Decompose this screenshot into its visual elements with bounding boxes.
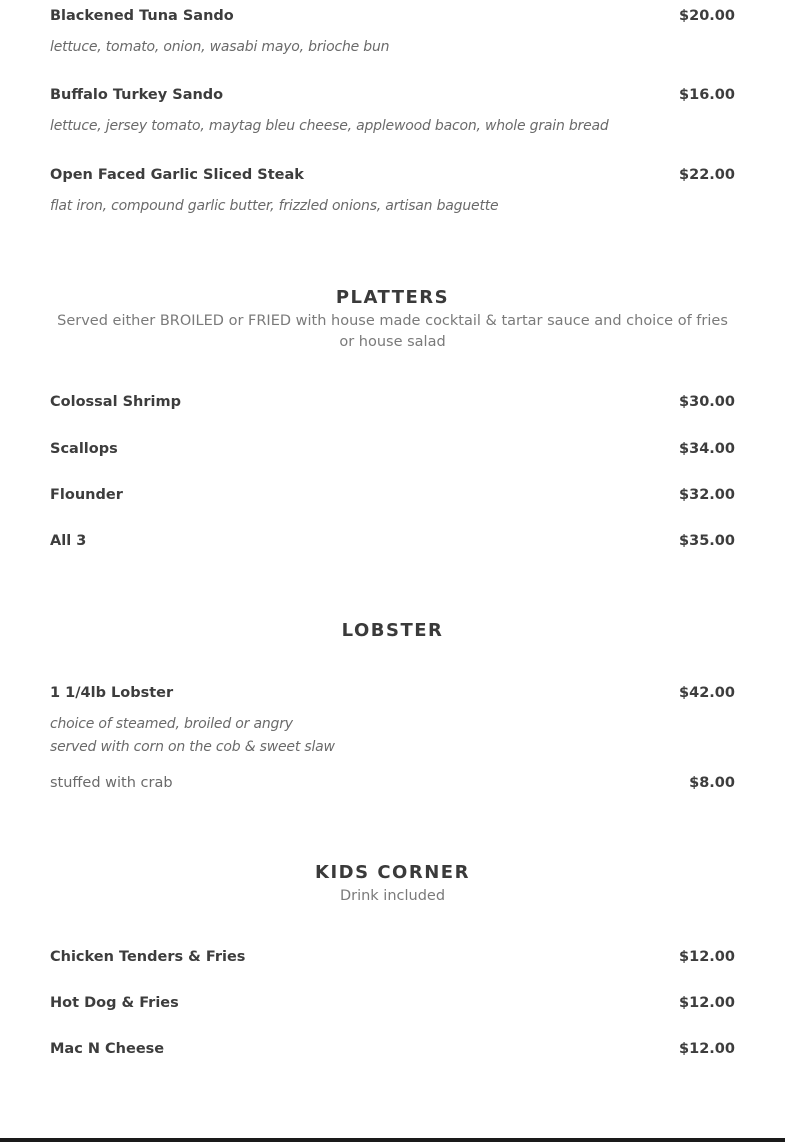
menu-item-description: served with corn on the cob & sweet slaw: [50, 739, 335, 755]
menu-item-description: choice of steamed, broiled or angry: [50, 716, 293, 732]
menu-item-price: $12.00: [679, 949, 735, 965]
menu-item-description: lettuce, tomato, onion, wasabi mayo, brioche bun: [50, 39, 390, 55]
menu-item-price: $12.00: [679, 1041, 735, 1057]
menu-item-description: lettuce, jersey tomato, maytag bleu cheese, applewood bacon, whole grain bread: [50, 118, 609, 134]
menu-addon-price: $8.00: [689, 775, 735, 791]
menu-item-price: $22.00: [679, 167, 735, 183]
menu-item-name: Hot Dog & Fries: [50, 995, 179, 1011]
menu-item-price: $20.00: [679, 8, 735, 24]
menu-item-name: Flounder: [50, 487, 123, 503]
menu-addon-name: stuffed with crab: [50, 775, 173, 791]
menu-item-price: $42.00: [679, 685, 735, 701]
menu-item-name: Scallops: [50, 441, 118, 457]
section-subtitle-kids-corner: Drink included: [339, 888, 446, 904]
menu-item-name: 1 1/4lb Lobster: [50, 685, 174, 701]
section-title-kids-corner: KIDS CORNER: [315, 862, 470, 883]
menu-item-description: flat iron, compound garlic butter, frizzled onions, artisan baguette: [50, 198, 499, 214]
menu-item-name: Blackened Tuna Sando: [50, 8, 234, 24]
menu-item-name: Colossal Shrimp: [50, 394, 181, 410]
menu-item-name: Open Faced Garlic Sliced Steak: [50, 167, 304, 183]
menu-item-name: Chicken Tenders & Fries: [50, 949, 246, 965]
menu-item-price: $30.00: [679, 394, 735, 410]
menu-item-price: $12.00: [679, 995, 735, 1011]
menu-item-price: $16.00: [679, 87, 735, 103]
bottom-divider: [0, 1138, 785, 1142]
menu-item-name: Buffalo Turkey Sando: [50, 87, 224, 103]
menu-item-name: All 3: [50, 533, 87, 549]
menu-item-price: $32.00: [679, 487, 735, 503]
menu-item-price: $34.00: [679, 441, 735, 457]
menu-item-price: $35.00: [679, 533, 735, 549]
section-title-lobster: LOBSTER: [341, 620, 444, 641]
section-title-platters: PLATTERS: [335, 287, 450, 308]
section-subtitle-platters: Served either BROILED or FRIED with house made cocktail & tartar sauce and choice of fries or house salad: [57, 313, 728, 350]
menu-item-name: Mac N Cheese: [50, 1041, 165, 1057]
